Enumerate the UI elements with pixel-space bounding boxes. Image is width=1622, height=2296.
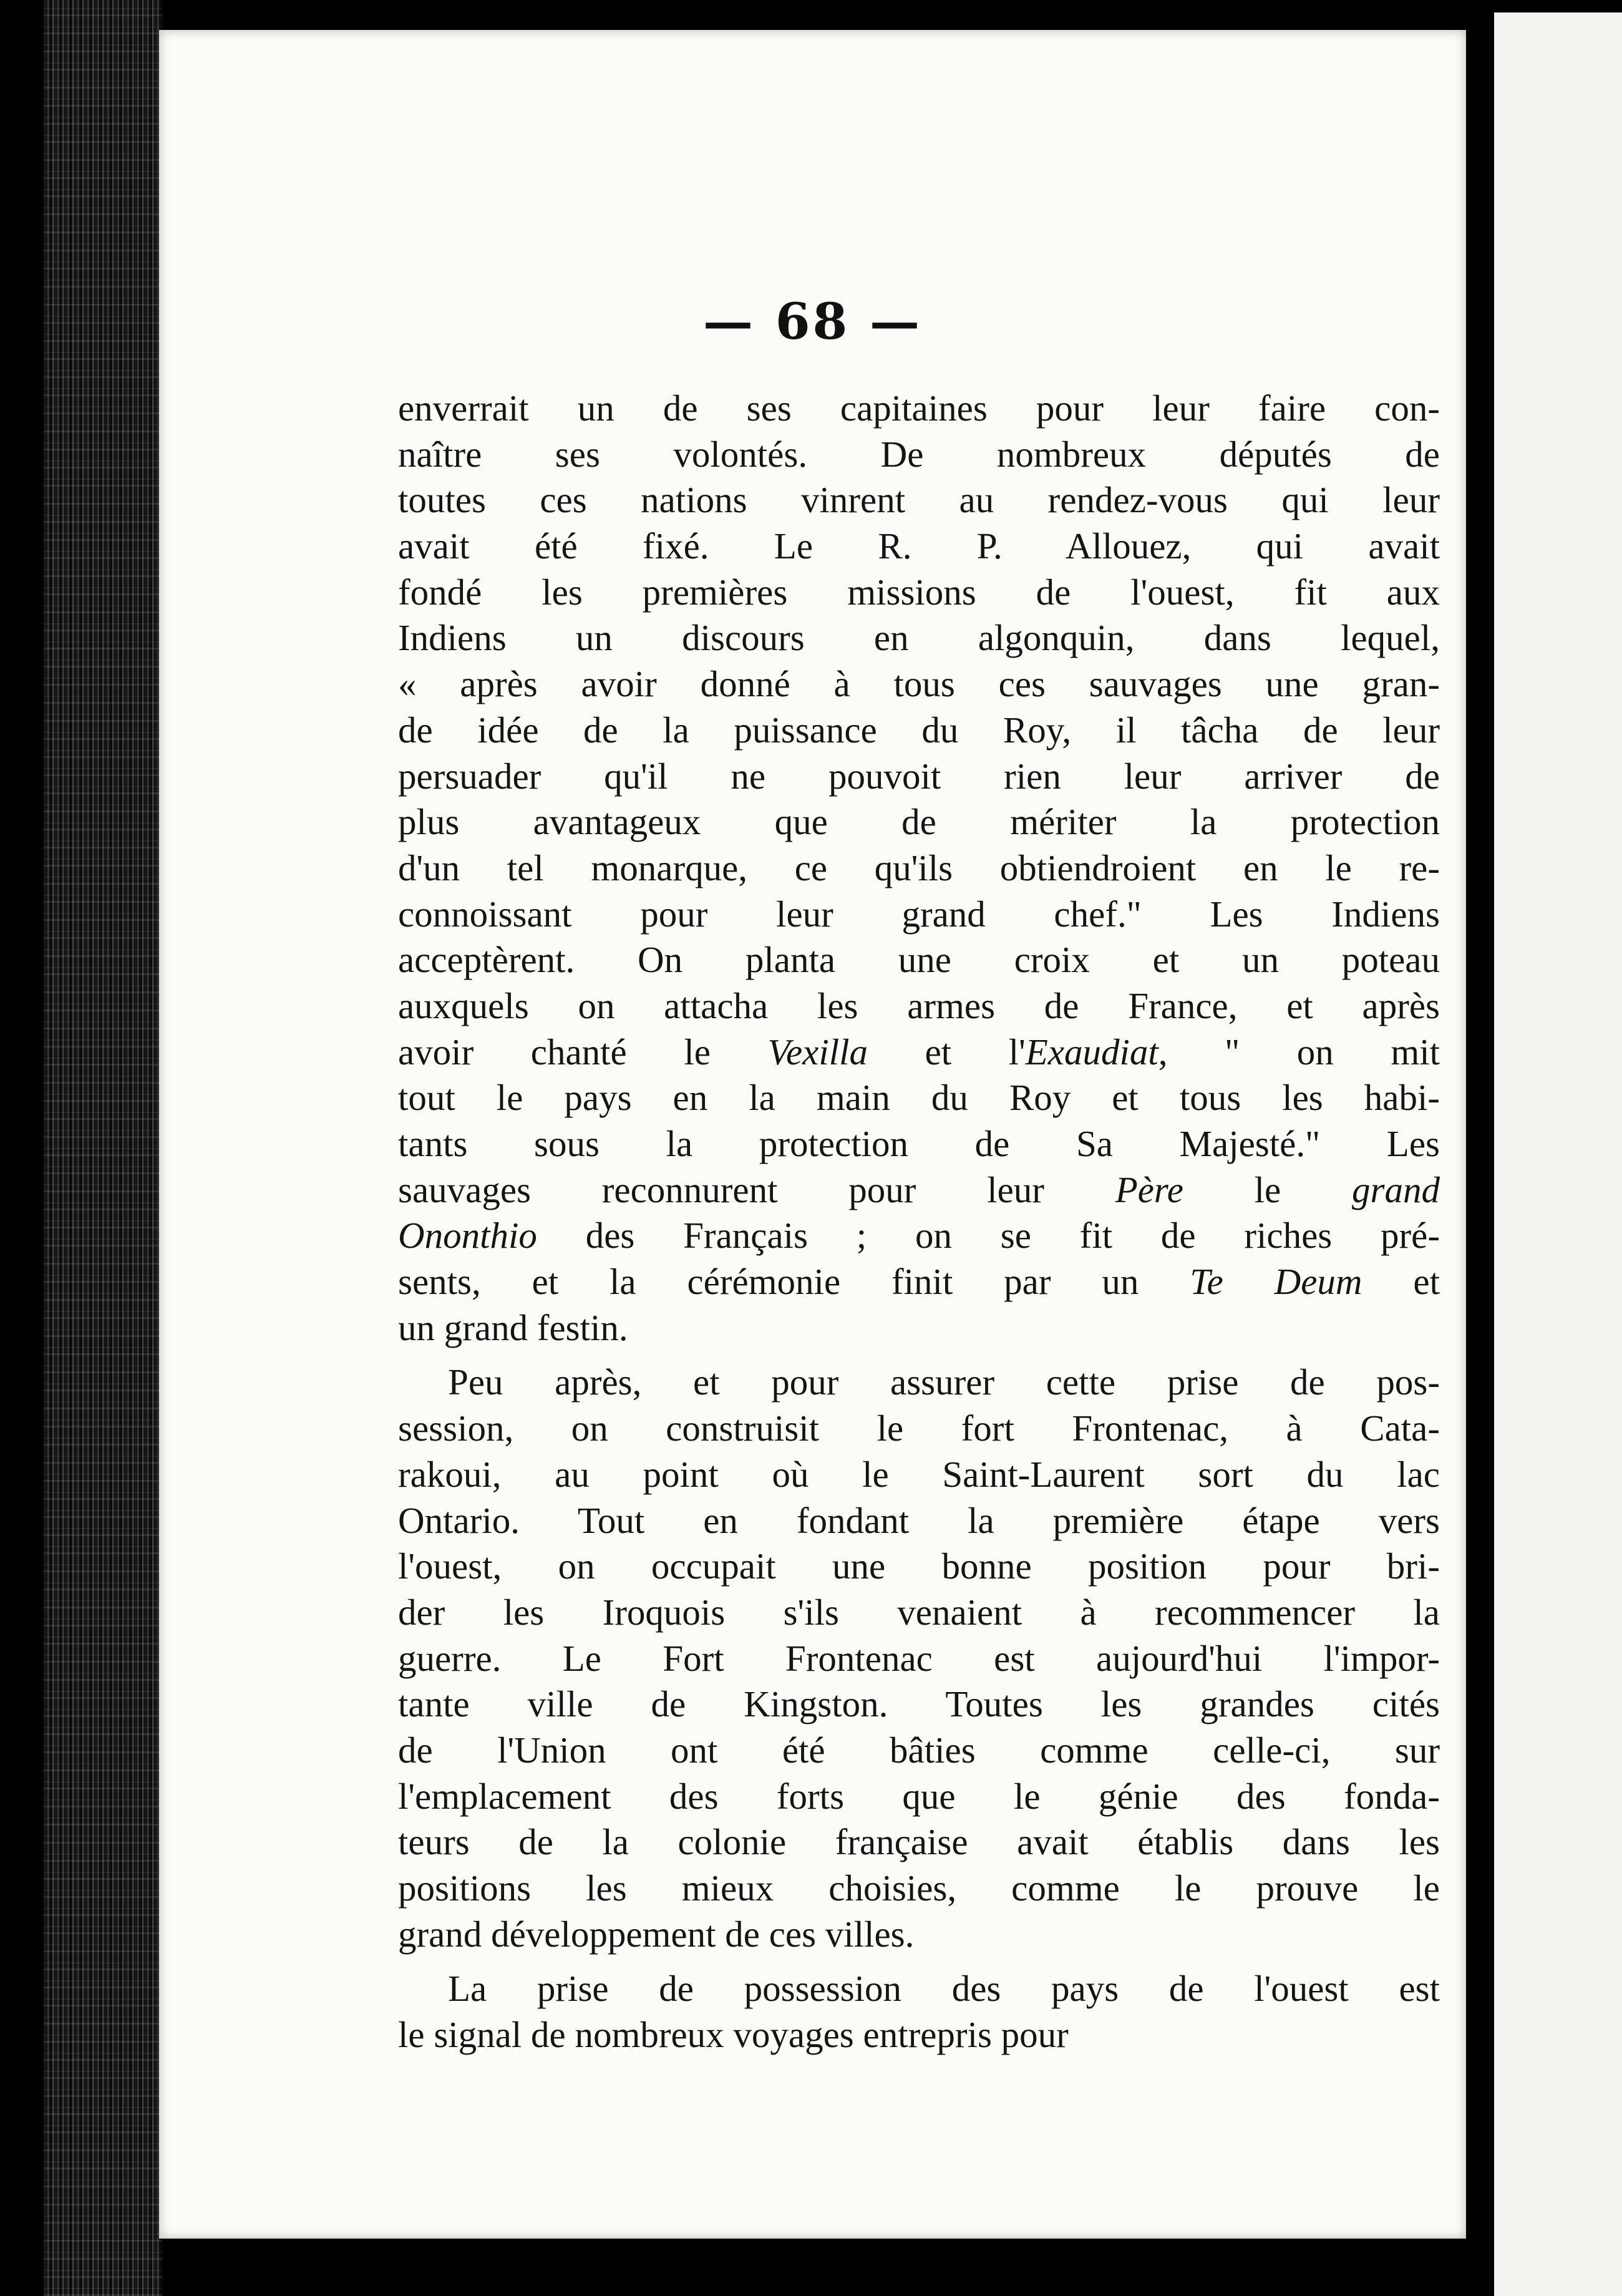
text-line [398,1498,1440,1544]
text-line [398,1213,1440,1259]
text-line [398,523,1440,570]
text-line [398,1590,1440,1636]
italic-text: Vexilla [767,1031,868,1073]
text-segment: tante ville de Kingston. Toutes les grandes cités [398,1683,1440,1725]
text-line [398,1728,1440,1774]
text-segment: tout le pays en la main du Roy et tous les habi- [398,1077,1440,1119]
text-line [398,1360,1440,1406]
text-line [398,1075,1440,1121]
text-segment: de l'Union ont été bâties comme celle-ci, sur [398,1729,1440,1771]
text-line [398,754,1440,800]
text-segment: der les Iroquois s'ils venaient à recommencer la [398,1591,1440,1633]
text-line [398,1681,1440,1728]
italic-text: grand [1352,1169,1440,1210]
text-line [398,1912,1440,1958]
text-segment: des Français ; on se fit de riches pré- [537,1215,1440,1257]
text-line [398,477,1440,523]
text-line [398,1029,1440,1076]
book-page [159,30,1466,2239]
text-segment: avoir chanté le [398,1031,768,1073]
text-segment: persuader qu'il ne pouvoit rien leur arriver de [398,755,1440,797]
paragraph [398,1360,1440,1957]
text-line [398,2012,1440,2058]
text-segment: , " on mit [1158,1031,1440,1073]
text-line [398,1636,1440,1682]
text-segment: connoissant pour leur grand chef." Les Indiens [398,893,1440,935]
body-text [398,386,1440,2058]
text-line [398,570,1440,616]
paragraph-gap [398,1957,1440,1966]
text-segment: et l' [868,1031,1026,1073]
text-segment: plus avantageux que de mériter la protection [398,801,1440,843]
paragraph-gap [398,1351,1440,1360]
italic-text: Ononthio [398,1215,537,1257]
text-segment: naître ses volontés. De nombreux députés de [398,433,1440,475]
binding-texture [44,0,162,2296]
text-segment: positions les mieux choisies, comme le prouve le [398,1867,1440,1909]
text-segment: le [1183,1169,1352,1210]
text-segment: La prise de possession des pays de l'ouest est [448,1968,1440,2010]
text-line [398,1167,1440,1214]
text-line [398,708,1440,754]
text-line [398,1819,1440,1865]
text-segment: sents, et la cérémonie finit par un [398,1261,1190,1303]
italic-text: Te Deum [1190,1261,1362,1303]
text-line [398,1259,1440,1305]
italic-text: Père [1115,1169,1183,1210]
text-line [398,1452,1440,1498]
text-segment: toutes ces nations vinrent au rendez-vous qui leur [398,479,1440,521]
text-segment: de idée de la puissance du Roy, il tâcha de leur [398,709,1440,751]
text-line [398,1966,1440,2012]
text-line [398,1865,1440,1912]
paragraph [398,386,1440,1351]
text-segment: tants sous la protection de Sa Majesté." Les [398,1123,1440,1164]
text-line [398,432,1440,478]
text-line [398,1544,1440,1590]
text-line [398,1305,1440,1351]
text-segment: guerre. Le Fort Frontenac est aujourd'hui l'impor- [398,1637,1440,1679]
text-segment: l'emplacement des forts que le génie des fonda- [398,1775,1440,1817]
text-line [398,1121,1440,1167]
text-segment: grand développement de ces villes. [398,1913,915,1955]
paragraph [398,1966,1440,2058]
page-number: — 68 — [702,292,923,351]
text-segment: teurs de la colonie française avait établis dans les [398,1821,1440,1863]
text-segment: avait été fixé. Le R. P. Allouez, qui avait [398,525,1440,567]
italic-text: Exaudiat [1025,1031,1158,1073]
text-segment: enverrait un de ses capitaines pour leur faire con- [398,387,1440,429]
text-segment: session, on construisit le fort Frontenac, à Cata- [398,1408,1440,1449]
facing-page-edge [1494,12,1622,2296]
text-segment: acceptèrent. On planta une croix et un poteau [398,939,1440,981]
text-line [398,799,1440,845]
text-segment: fondé les premières missions de l'ouest, fit aux [398,571,1440,613]
text-line [398,845,1440,892]
text-line [398,661,1440,708]
text-segment: Peu après, et pour assurer cette prise de pos- [448,1361,1440,1403]
text-segment: le signal de nombreux voyages entrepris pour [398,2014,1069,2056]
text-line [398,983,1440,1029]
text-segment: et [1362,1261,1440,1303]
text-line [398,1406,1440,1452]
text-line [398,1774,1440,1820]
text-segment: Indiens un discours en algonquin, dans lequel, [398,617,1440,659]
text-line [398,937,1440,983]
text-segment: Ontario. Tout en fondant la première étape vers [398,1499,1440,1541]
text-segment: sauvages reconnurent pour leur [398,1169,1115,1210]
text-line [398,892,1440,938]
text-segment: l'ouest, on occupait une bonne position pour bri- [398,1545,1440,1587]
text-line [398,386,1440,432]
text-line [398,615,1440,661]
text-segment: « après avoir donné à tous ces sauvages une gran- [398,663,1440,705]
text-segment: rakoui, au point où le Saint-Laurent sort du lac [398,1453,1440,1495]
text-segment: d'un tel monarque, ce qu'ils obtiendroient en le re- [398,847,1440,888]
text-segment: un grand festin. [398,1306,628,1348]
text-segment: auxquels on attacha les armes de France, et après [398,985,1440,1026]
